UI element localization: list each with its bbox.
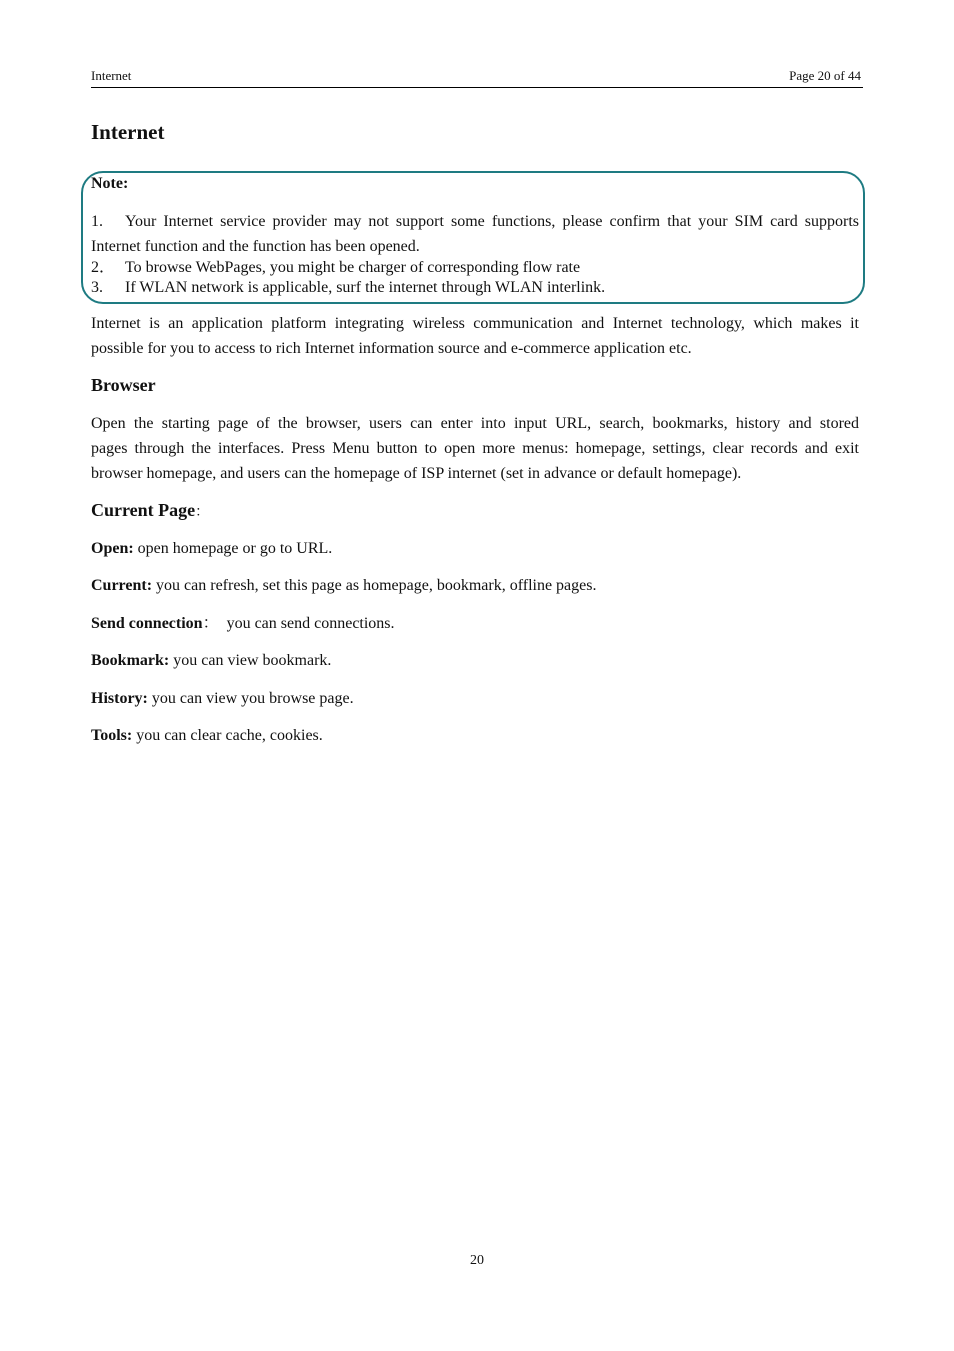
current-item-current-term: Current: — [91, 577, 153, 594]
current-item-tools-desc: you can clear cache, cookies. — [132, 727, 323, 744]
current-page-heading-colon: ： — [195, 505, 210, 520]
current-item-current-desc: you can refresh, set this page as homepage, bookmark, offline pages. — [152, 577, 597, 594]
current-item-bookmark — [91, 648, 331, 673]
browser-heading: Browser — [91, 375, 156, 395]
note-item-3-number: 3. — [91, 279, 103, 296]
current-page-heading-text: Current Page — [91, 500, 196, 520]
note-item-1-number: 1. — [91, 213, 103, 230]
current-item-bookmark-desc: you can view bookmark. — [169, 652, 332, 669]
current-item-bookmark-term: Bookmark: — [91, 652, 170, 669]
note-item-1-line-2: Internet function and the function has been opened. — [91, 238, 420, 255]
current-item-history-term: History: — [91, 690, 148, 707]
current-item-send-connection — [91, 611, 395, 636]
header-section-title: Internet — [91, 68, 132, 83]
current-item-tools-term: Tools: — [91, 727, 133, 744]
current-item-open — [91, 536, 332, 561]
current-item-send-connection-term: Send connection — [91, 615, 203, 632]
note-label: Note: — [91, 175, 129, 192]
intro-line-2: possible for you to access to rich Internet information source and e-commerce application etc. — [91, 340, 692, 357]
browser-line-1: Open the starting page of the browser, users can enter into input URL, search, bookmarks, history and stored — [91, 415, 859, 432]
current-item-open-term: Open: — [91, 540, 134, 557]
current-item-open-desc: open homepage or go to URL. — [133, 540, 333, 557]
page-header — [91, 68, 863, 88]
page-number: 20 — [470, 1253, 484, 1268]
current-item-history — [91, 686, 354, 711]
intro-line-1: Internet is an application platform integrating wireless communication and Internet technology, which makes it — [91, 315, 859, 332]
current-item-tools — [91, 723, 323, 748]
note-item-2-number: 2． — [91, 259, 116, 276]
header-page-count: Page 20 of 44 — [789, 68, 861, 83]
browser-line-3: browser homepage, and users can the homepage of ISP internet (set in advance or default homepage). — [91, 465, 742, 482]
note-item-3-text: If WLAN network is applicable, surf the internet through WLAN interlink. — [125, 279, 606, 296]
note-item-2-text: To browse WebPages, you might be charger of corresponding flow rate — [125, 259, 581, 276]
browser-line-2: pages through the interfaces. Press Menu button to open more menus: homepage, settings, clear records and exit — [91, 440, 859, 457]
current-item-send-connection-desc: ： you can send connections. — [202, 615, 395, 632]
current-item-current — [91, 573, 596, 598]
note-item-1-line-1: Your Internet service provider may not support some functions, please confirm that your SIM card supports — [125, 213, 859, 230]
current-page-heading — [91, 500, 209, 521]
page-title: Internet — [91, 120, 165, 144]
current-item-history-desc: you can view you browse page. — [147, 690, 354, 707]
